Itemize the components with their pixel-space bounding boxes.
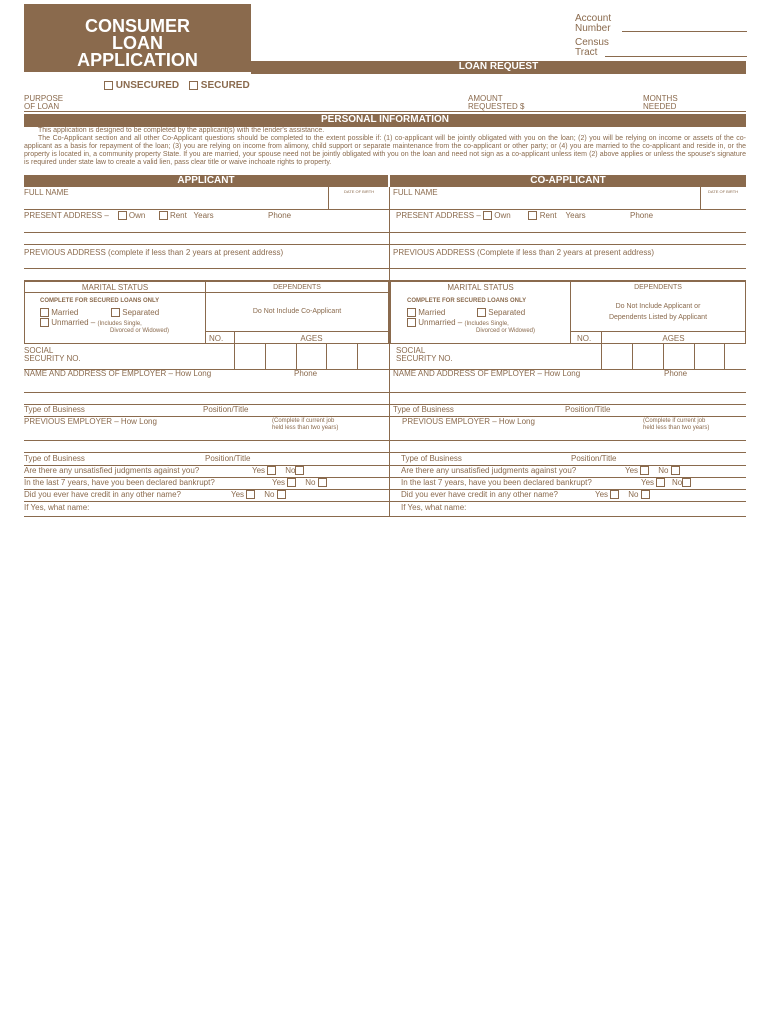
applicant-rent-checkbox[interactable]: [159, 211, 168, 220]
coapplicant-secured-note: COMPLETE FOR SECURED LOANS ONLY: [407, 298, 527, 304]
rule: [24, 268, 746, 269]
applicant-employer-label: NAME AND ADDRESS OF EMPLOYER – How Long: [24, 369, 212, 378]
coapplicant-dependents-heading: DEPENDENTS: [634, 284, 682, 291]
applicant-unmarried-checkbox[interactable]: [40, 318, 49, 327]
coapplicant-judgments-no-checkbox[interactable]: [671, 466, 680, 475]
coapplicant-prev-employer-note: (Complete if current job held less than two years): [643, 418, 710, 431]
coapplicant-bankrupt-yes-checkbox[interactable]: [656, 478, 665, 487]
title-line-1: CONSUMER: [84, 16, 190, 36]
applicant-secured-note: COMPLETE FOR SECURED LOANS ONLY: [40, 298, 160, 304]
coapplicant-previous-address-label: PREVIOUS ADDRESS (Complete if less than 2 years at present address): [393, 248, 654, 257]
applicant-type-business2-label: Type of Business: [24, 454, 85, 463]
coapplicant-unmarried-checkbox[interactable]: [407, 318, 416, 327]
title-line-2: LOAN: [112, 33, 163, 53]
applicant-other-name-yes-checkbox[interactable]: [246, 490, 255, 499]
coapplicant-position2-label: Position/Title: [571, 454, 617, 463]
applicant-bankrupt-no-checkbox[interactable]: [318, 478, 327, 487]
applicant-full-name-label: FULL NAME: [24, 188, 69, 197]
applicant-bankrupt-question: In the last 7 years, have you been declared bankrupt?: [24, 478, 215, 487]
coapplicant-judgments-yes-checkbox[interactable]: [640, 466, 649, 475]
form-title-block: [24, 4, 251, 72]
coapplicant-type-business-label: Type of Business: [393, 405, 454, 414]
months-label: MONTHS NEEDED: [643, 94, 678, 111]
coapplicant-bankrupt-answer[interactable]: Yes No: [641, 478, 691, 487]
rule: [24, 292, 389, 293]
applicant-previous-address-label: PREVIOUS ADDRESS (complete if less than 2 years at present address): [24, 248, 284, 257]
rule: [632, 344, 633, 369]
coapplicant-other-name-no-checkbox[interactable]: [641, 490, 650, 499]
applicant-other-name-answer[interactable]: Yes No: [231, 490, 286, 499]
applicant-dependents-note: Do Not Include Co-Applicant: [252, 308, 342, 315]
coapplicant-full-name-field[interactable]: [393, 196, 693, 208]
applicant-judgments-no-checkbox[interactable]: [295, 466, 304, 475]
applicant-judgments-yes-checkbox[interactable]: [267, 466, 276, 475]
coapplicant-separated-option[interactable]: Separated: [477, 308, 525, 317]
applicant-phone-label: Phone: [268, 211, 292, 220]
applicant-present-address-label: PRESENT ADDRESS – Own Rent Years: [24, 211, 214, 220]
applicant-prev-employer-note: (Complete if current job held less than two years): [272, 418, 339, 431]
account-number-field[interactable]: [622, 31, 747, 32]
rule: [694, 344, 695, 369]
applicant-bankrupt-answer[interactable]: Yes No: [272, 478, 327, 487]
rule: [357, 344, 358, 369]
rule: [570, 331, 746, 332]
unsecured-option[interactable]: UNSECURED: [104, 80, 179, 91]
applicant-dob-label: DATE OF BIRTH: [344, 189, 375, 194]
coapplicant-bankrupt-no-checkbox[interactable]: [682, 478, 691, 487]
coapplicant-unmarried-option[interactable]: Unmarried – (Includes Single,: [407, 318, 509, 329]
coapplicant-employer-phone-label: Phone: [664, 369, 688, 378]
rule: [24, 516, 746, 517]
coapplicant-married-checkbox[interactable]: [407, 308, 416, 317]
column-divider: [389, 187, 390, 517]
secured-option[interactable]: SECURED: [189, 80, 250, 91]
purpose-label: PURPOSE OF LOAN: [24, 94, 64, 111]
applicant-judgments-question: Are there any unsatisfied judgments against you?: [24, 466, 200, 475]
loan-request-heading: LOAN REQUEST: [251, 61, 746, 74]
applicant-own-checkbox[interactable]: [118, 211, 127, 220]
coapplicant-ssn-label: SOCIAL SECURITY NO.: [396, 346, 453, 363]
coapplicant-married-option[interactable]: Married: [407, 308, 445, 317]
coapplicant-dependents-note: Do Not Include Applicant or Dependents Listed by Applicant: [608, 303, 708, 321]
coapplicant-separated-checkbox[interactable]: [477, 308, 486, 317]
applicant-other-name-question: Did you ever have credit in any other name?: [24, 490, 181, 499]
rule: [296, 344, 297, 369]
coapplicant-present-address-label: PRESENT ADDRESS – Own Rent Years: [396, 211, 586, 220]
coapplicant-heading: CO-APPLICANT: [390, 175, 746, 187]
coapplicant-other-name-yes-checkbox[interactable]: [610, 490, 619, 499]
loan-request-line: [24, 111, 746, 112]
rule: [328, 187, 329, 209]
applicant-bankrupt-yes-checkbox[interactable]: [287, 478, 296, 487]
rule: [700, 187, 701, 209]
census-tract-field[interactable]: [605, 56, 747, 57]
rule: [24, 404, 746, 405]
secured-checkbox[interactable]: [189, 81, 198, 90]
rule: [265, 344, 266, 369]
rule: [24, 501, 746, 502]
coapplicant-marital-heading: MARITAL STATUS: [447, 283, 514, 292]
rule: [24, 209, 746, 210]
personal-info-heading: PERSONAL INFORMATION: [24, 114, 746, 127]
coapplicant-phone-label: Phone: [630, 211, 654, 220]
title-line-3: APPLICATION: [77, 50, 198, 70]
applicant-employer-phone-label: Phone: [294, 369, 318, 378]
applicant-dependents-no: NO.: [209, 334, 224, 343]
coapplicant-rent-checkbox[interactable]: [528, 211, 537, 220]
coapplicant-ages-label: AGES: [662, 334, 685, 343]
coapplicant-bankrupt-question: In the last 7 years, have you been declared bankrupt?: [401, 478, 592, 487]
coapplicant-judgments-question: Are there any unsatisfied judgments against you?: [401, 466, 577, 475]
applicant-divorced-note: Divorced or Widowed): [110, 328, 170, 334]
coapplicant-other-name-question: Did you ever have credit in any other name?: [401, 490, 558, 499]
coapplicant-divorced-note: Divorced or Widowed): [476, 328, 536, 334]
coapplicant-prev-employer-label: PREVIOUS EMPLOYER – How Long: [402, 417, 535, 426]
applicant-type-business-label: Type of Business: [24, 405, 85, 414]
applicant-judgments-answer[interactable]: Yes No: [252, 466, 304, 475]
applicant-separated-checkbox[interactable]: [111, 308, 120, 317]
applicant-separated-option[interactable]: Separated: [111, 308, 159, 317]
rule: [24, 440, 746, 441]
rule: [663, 344, 664, 369]
applicant-position2-label: Position/Title: [205, 454, 251, 463]
coapplicant-position-label: Position/Title: [565, 405, 611, 414]
instructions-text: This application is designed to be completed by the applicant(s) with the lender's assistance. The Co-Applicant section and all other Co-Applicant questions should be completed to the extent possible if: (1) co-applicant will be jointly obligated with you on the loan; (2) you will be relying on income or assets of the co-applicant as a basis for repayment of the loan; (3) you are relying on income from alimony, child support or separate maintenance from the co-applicant or other party; or (4) you are married to the co-applicant and reside in, or the property is located in, a community property State. If you are married, your spouse need not be jointly obligated with you on the loan and need not sign as a co-applicant unless item (2) above applies or unless the spouse's signature is required under state law to create a valid lien, pass clear title or waive inchoate rights to property.: [24, 127, 746, 166]
rule: [24, 244, 746, 245]
coapplicant-dependents-no: NO.: [577, 334, 592, 343]
rule: [326, 344, 327, 369]
applicant-married-option[interactable]: Married: [40, 308, 78, 317]
applicant-ages-label: AGES: [300, 334, 323, 343]
rule: [24, 232, 746, 233]
applicant-other-name-no-checkbox[interactable]: [277, 490, 286, 499]
coapplicant-type-business2-label: Type of Business: [401, 454, 462, 463]
applicant-heading: APPLICANT: [24, 175, 388, 187]
rule: [24, 452, 746, 453]
coapplicant-dob-label: DATE OF BIRTH: [708, 189, 739, 194]
applicant-ssn-label: SOCIAL SECURITY NO.: [24, 346, 81, 363]
applicant-married-checkbox[interactable]: [40, 308, 49, 317]
applicant-prev-employer-label: PREVIOUS EMPLOYER – How Long: [24, 417, 157, 426]
rule: [24, 392, 746, 393]
applicant-position-label: Position/Title: [203, 405, 249, 414]
rule: [205, 331, 389, 332]
applicant-full-name-field[interactable]: [24, 196, 324, 208]
census-tract-label: Census Tract: [575, 37, 609, 58]
rule: [724, 344, 725, 369]
coapplicant-employer-label: NAME AND ADDRESS OF EMPLOYER – How Long: [393, 369, 581, 378]
applicant-dependents-heading: DEPENDENTS: [273, 284, 321, 291]
applicant-unmarried-option[interactable]: Unmarried – (Includes Single,: [40, 318, 142, 329]
coapplicant-other-name-answer[interactable]: Yes No: [595, 490, 650, 499]
coapplicant-if-yes-label: If Yes, what name:: [401, 503, 467, 512]
amount-label: AMOUNT REQUESTED $: [468, 94, 525, 111]
coapplicant-own-checkbox[interactable]: [483, 211, 492, 220]
unsecured-checkbox[interactable]: [104, 81, 113, 90]
account-number-label: Account Number: [575, 13, 612, 34]
applicant-if-yes-label: If Yes, what name:: [24, 503, 90, 512]
coapplicant-full-name-label: FULL NAME: [393, 188, 438, 197]
applicant-marital-heading: MARITAL STATUS: [81, 283, 149, 292]
coapplicant-judgments-answer[interactable]: Yes No: [625, 466, 680, 475]
